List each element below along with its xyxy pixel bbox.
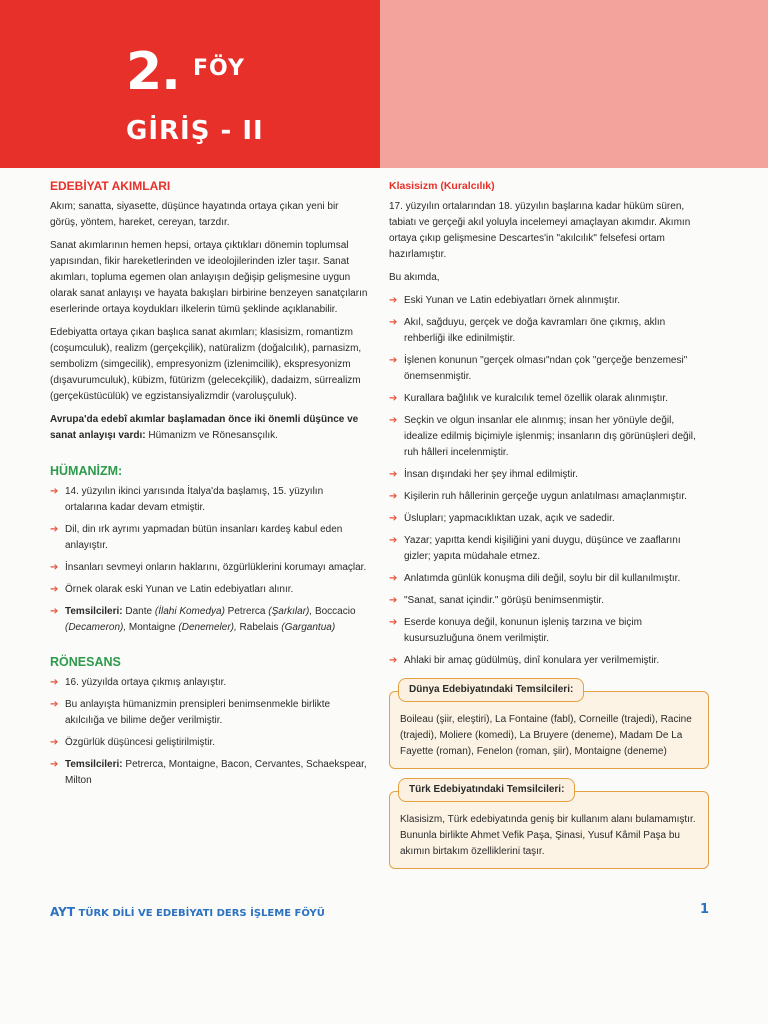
paragraph: Sanat akımlarının hemen hepsi, ortaya çıktıkları dönemin toplumsal yapısından, fikir hareketlerinden ve ideolojilerinden izler taşır. Sanat akımları, topluma egemen olan anlayışın değişip gelişmesine uygun olarak sanat anlayışı ve hayata bakışları birbirine benzeyen sanatçıların eserlerinde ortaya koydukları ilkelerin tümü şeklinde açıklanabilir. — [50, 240, 368, 315]
list-item: ➔ Bu anlayışta hümanizmin prensipleri benimsenmekle birlikte akılcılığa ve bilime değer verilmiştir. — [50, 699, 331, 726]
list-item: ➔ Temsilcileri: Petrerca, Montaigne, Bacon, Cervantes, Schaekspear, Milton — [50, 759, 367, 786]
foy-number: 2. — [126, 42, 180, 102]
footer-text: TÜRK DİLİ VE EDEBİYATI DERS İŞLEME FÖYÜ — [78, 908, 325, 919]
bullet-list — [50, 675, 368, 789]
arrow-icon: ➔ — [389, 595, 398, 606]
section-heading: EDEBİYAT AKIMLARI — [50, 179, 171, 193]
header-banner — [0, 0, 380, 168]
section-heading: Klasisizm (Kuralcılık) — [389, 180, 495, 192]
arrow-icon: ➔ — [50, 524, 59, 535]
arrow-icon: ➔ — [389, 393, 398, 404]
section-heading: HÜMANİZM: — [50, 464, 123, 478]
list-item: ➔ Ahlaki bir amaç güdülmüş, dinî konulara yer verilmemiştir. — [389, 653, 709, 669]
paragraph: Akım; sanatta, siyasette, düşünce hayatında ortaya çıkan yeni bir görüş, yöntem, hareket, cereyan, tarzdır. — [50, 201, 339, 228]
list-item: ➔ "Sanat, sanat içindir." görüşü benimsenmiştir. — [389, 593, 709, 609]
arrow-icon: ➔ — [389, 513, 398, 524]
list-item: ➔ Anlatımda günlük konuşma dili değil, soylu bir dil kullanılmıştır. — [389, 571, 709, 587]
foy-title: GİRİŞ - II — [126, 116, 264, 146]
box-text: Klasisizm, Türk edebiyatında geniş bir kullanım alanı bulamamıştır. Bununla birlikte Ahmet Vefik Paşa, Şinasi, Yusuf Kâmil Paşa bu akımın birtakım özelliklerini taşır. — [400, 814, 696, 857]
arrow-icon: ➔ — [389, 655, 398, 666]
box-text: Boileau (şiir, eleştiri), La Fontaine (fabl), Corneille (trajedi), Racine (trajedi), Moliere (komedi), La Bruyere (deneme), Madam De La Fayette (roman), Fenelon (roman, şiir), Montaigne (deneme) — [400, 714, 692, 757]
box-title: Dünya Edebiyatındaki Temsilcileri: — [398, 678, 584, 702]
arrow-icon: ➔ — [389, 295, 398, 306]
arrow-icon: ➔ — [389, 355, 398, 366]
arrow-icon: ➔ — [50, 677, 59, 688]
arrow-icon: ➔ — [50, 737, 59, 748]
list-item: ➔ Eski Yunan ve Latin edebiyatları örnek alınmıştır. — [389, 293, 709, 309]
topic-panel — [380, 0, 768, 168]
list-item: ➔ Akıl, sağduyu, gerçek ve doğa kavramları öne çıkmış, aklın rehberliği ilke edinilmiştir. — [389, 317, 666, 344]
list-item: ➔ 16. yüzyılda ortaya çıkmış anlayıştır. — [50, 675, 368, 691]
list-item: ➔ Yazar; yapıtta kendi kişiliğini yani duygu, düşünce ve zaaflarını gizler; yapıta müdahale etmez. — [389, 535, 681, 562]
bullet-list — [50, 484, 368, 636]
list-item: ➔ Üslupları; yapmacıklıktan uzak, açık ve sadedir. — [389, 511, 709, 527]
list-item: ➔ 14. yüzyılın ikinci yarısında İtalya'da başlamış, 15. yüzyılın ortalarına kadar devam etmiştir. — [50, 486, 324, 513]
list-item: ➔ Seçkin ve olgun insanlar ele alınmış; insan her yönüyle değil, idealize edilmiş biçimiyle işlenmiş; insanların dış görünüşleri değil, ruh hâlleri incelenmiştir. — [389, 415, 696, 458]
arrow-icon: ➔ — [389, 469, 398, 480]
list-item: ➔ İşlenen konunun "gerçek olması"ndan çok "gerçeğe benzemesi" önemsenmiştir. — [389, 355, 688, 382]
section-heading: RÖNESANS — [50, 655, 121, 669]
paragraph: Avrupa'da edebî akımlar başlamadan önce iki önemli düşünce ve sanat anlayışı vardı: Hümanizm ve Rönesansçılık. — [50, 414, 359, 441]
list-item: ➔ İnsan dışındaki her şey ihmal edilmiştir. — [389, 467, 709, 483]
foy-label: FÖY — [193, 56, 245, 81]
arrow-icon: ➔ — [50, 486, 59, 497]
world-representatives-box — [389, 684, 709, 769]
paragraph: 17. yüzyılın ortalarından 18. yüzyılın başlarına kadar hüküm süren, tabiatı ve gerçeği akıl yoluyla incelemeyi amaçlayan akımdır. Akımın ortaya çıkıp gelişmesine Descartes'in "akılcılık" felsefesi ortam hazırlamıştır. — [389, 201, 691, 260]
list-item: ➔ Temsilcileri: Dante (İlahi Komedya) Petrerca (Şarkılar), Boccacio (Decameron), Montaigne (Denemeler), Rabelais (Gargantua) — [50, 606, 356, 633]
arrow-icon: ➔ — [389, 317, 398, 328]
arrow-icon: ➔ — [50, 759, 59, 770]
paragraph: Edebiyatta ortaya çıkan başlıca sanat akımları; klasisizm, romantizm (coşumculuk), realizm (gerçekçilik), natüralizm (doğalcılık), parnasizm, sembolizm (simgecilik), empresyonizm (izlenimcilik), ekspresyonizm (dışavurumculuk), kübizm, fütürizm (gelecekçilik), dadaizm, sürrealizm (gerçeküstücülük) ve egzistansiyalizmdir (varoluşçuluk). — [50, 327, 362, 402]
arrow-icon: ➔ — [389, 573, 398, 584]
footer-title — [50, 905, 325, 919]
list-item: ➔ Örnek olarak eski Yunan ve Latin edebiyatları alınır. — [50, 582, 368, 598]
list-item: ➔ Dil, din ırk ayrımı yapmadan bütün insanları kardeş kabul eden anlayıştır. — [50, 524, 343, 551]
footer-ayt: AYT — [50, 905, 76, 919]
arrow-icon: ➔ — [389, 535, 398, 546]
page-number: 1 — [700, 902, 710, 917]
box-title: Türk Edebiyatındaki Temsilcileri: — [398, 778, 575, 802]
turkish-representatives-box — [389, 784, 709, 869]
arrow-icon: ➔ — [389, 415, 398, 426]
left-column — [50, 178, 368, 795]
paragraph: Bu akımda, — [389, 272, 440, 283]
bullet-list — [389, 293, 709, 669]
arrow-icon: ➔ — [50, 699, 59, 710]
arrow-icon: ➔ — [50, 584, 59, 595]
list-item: ➔ Özgürlük düşüncesi geliştirilmiştir. — [50, 735, 368, 751]
list-item: ➔ Eserde konuya değil, konunun işleniş tarzına ve biçim kusursuzluğuna önem verilmiştir. — [389, 617, 642, 644]
list-item: ➔ İnsanları sevmeyi onların haklarını, özgürlüklerini korumayı amaçlar. — [50, 560, 368, 576]
list-item: ➔ Kişilerin ruh hâllerinin gerçeğe uygun anlatılması amaçlanmıştır. — [389, 489, 709, 505]
arrow-icon: ➔ — [389, 617, 398, 628]
arrow-icon: ➔ — [50, 606, 59, 617]
arrow-icon: ➔ — [389, 491, 398, 502]
arrow-icon: ➔ — [50, 562, 59, 573]
right-column — [389, 178, 709, 869]
list-item: ➔ Kurallara bağlılık ve kuralcılık temel özellik olarak alınmıştır. — [389, 391, 709, 407]
